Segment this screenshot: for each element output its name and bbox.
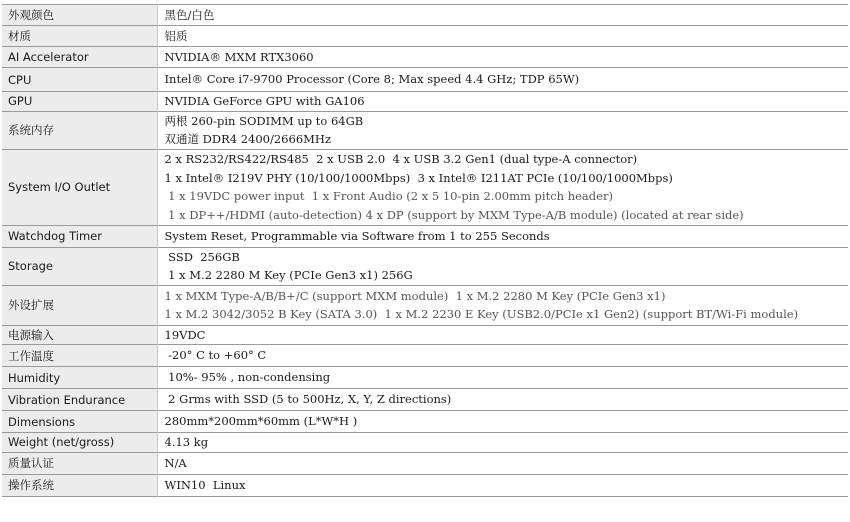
- spec-label: 材质: [2, 26, 157, 47]
- spec-value-line: NVIDIA® MXM RTX3060: [164, 49, 314, 64]
- spec-value: [157, 26, 848, 47]
- spec-value: [157, 367, 848, 389]
- spec-value: [157, 452, 848, 474]
- spec-label: 电源输入: [2, 325, 157, 345]
- spec-value: [157, 111, 848, 149]
- spec-row: [2, 26, 848, 47]
- spec-value-line: 1 x DP++/HDMI (auto-detection) 4 x DP (support by MXM Type-A/B module) (located at rear side): [164, 207, 744, 222]
- spec-row: [2, 411, 848, 433]
- spec-value-line: WIN10 Linux: [164, 477, 246, 492]
- spec-label: Vibration Endurance: [2, 389, 157, 411]
- spec-value-line: 黑色/白色: [164, 7, 215, 22]
- spec-label: 系统内存: [2, 111, 157, 149]
- spec-label: Humidity: [2, 367, 157, 389]
- spec-label: GPU: [2, 92, 157, 112]
- spec-label: Storage: [2, 247, 157, 285]
- spec-value: [157, 411, 848, 433]
- spec-value-line: SSD 256GB: [164, 249, 240, 264]
- spec-value-line: 1 x M.2 3042/3052 B Key (SATA 3.0) 1 x M.2 2230 E Key (USB2.0/PCIe x1 Gen2) (support BT/Wi-Fi module): [164, 307, 799, 321]
- spec-label: 外观颜色: [2, 5, 157, 26]
- spec-row: [2, 68, 848, 92]
- spec-value-line: Intel® Core i7-9700 Processor (Core 8; Max speed 4.4 GHz; TDP 65W): [164, 72, 580, 87]
- spec-value: [157, 285, 848, 325]
- spec-value: [157, 5, 848, 26]
- spec-label: CPU: [2, 68, 157, 92]
- spec-label: Dimensions: [2, 411, 157, 433]
- spec-row: [2, 474, 848, 496]
- spec-value: [157, 92, 848, 112]
- spec-value-line: 10%- 95% , non-condensing: [164, 370, 331, 385]
- spec-row: [2, 452, 848, 474]
- spec-value: [157, 68, 848, 92]
- spec-value-line: 双通道 DDR4 2400/2666MHz: [164, 132, 331, 146]
- spec-row: [2, 389, 848, 411]
- spec-row: [2, 247, 848, 285]
- spec-value-line: 280mm*200mm*60mm (L*W*H ): [164, 414, 358, 429]
- spec-value-line: N/A: [164, 455, 187, 470]
- spec-value: [157, 247, 848, 285]
- spec-value-line: -20° C to +60° C: [164, 348, 267, 363]
- spec-value-line: 2 Grms with SSD (5 to 500Hz, X, Y, Z directions): [164, 392, 452, 407]
- spec-value-line: 1 x Intel® I219V PHY (10/100/1000Mbps) 3 x Intel® I211AT PCIe (10/100/1000Mbps): [164, 170, 673, 185]
- spec-value-line: 两根 260-pin SODIMM up to 64GB: [164, 113, 364, 128]
- spec-value: [157, 345, 848, 367]
- spec-value: [157, 433, 848, 453]
- spec-row: [2, 5, 848, 26]
- spec-label: 工作温度: [2, 345, 157, 367]
- spec-table: [2, 4, 848, 497]
- spec-label: System I/O Outlet: [2, 149, 157, 225]
- spec-value: [157, 325, 848, 345]
- spec-label: 质量认证: [2, 452, 157, 474]
- spec-value: [157, 389, 848, 411]
- spec-row: [2, 345, 848, 367]
- spec-table-body: [2, 5, 848, 497]
- spec-label: AI Accelerator: [2, 47, 157, 68]
- spec-value-line: 铝质: [164, 28, 188, 43]
- spec-value-line: System Reset, Programmable via Software from 1 to 255 Seconds: [164, 228, 550, 243]
- spec-label: Watchdog Timer: [2, 225, 157, 247]
- spec-row: [2, 367, 848, 389]
- spec-value: [157, 474, 848, 496]
- spec-row: [2, 111, 848, 149]
- spec-row: [2, 285, 848, 325]
- spec-value: [157, 225, 848, 247]
- spec-value: [157, 47, 848, 68]
- spec-value-line: 1 x M.2 2280 M Key (PCIe Gen3 x1) 256G: [164, 268, 413, 282]
- spec-value-line: 19VDC: [164, 327, 206, 342]
- spec-label: 外设扩展: [2, 285, 157, 325]
- spec-row: [2, 149, 848, 225]
- spec-row: [2, 433, 848, 453]
- spec-row: [2, 92, 848, 112]
- spec-value: [157, 149, 848, 225]
- spec-value-line: 1 x 19VDC power input 1 x Front Audio (2 x 5 10-pin 2.00mm pitch header): [164, 189, 613, 203]
- spec-row: [2, 225, 848, 247]
- spec-label: 操作系统: [2, 474, 157, 496]
- spec-row: [2, 47, 848, 68]
- spec-row: [2, 325, 848, 345]
- spec-label: Weight (net/gross): [2, 433, 157, 453]
- spec-value-line: 1 x MXM Type-A/B/B+/C (support MXM module) 1 x M.2 2280 M Key (PCIe Gen3 x1): [164, 288, 666, 303]
- spec-value-line: 4.13 kg: [164, 435, 209, 449]
- spec-value-line: 2 x RS232/RS422/RS485 2 x USB 2.0 4 x USB 3.2 Gen1 (dual type-A connector): [164, 152, 638, 166]
- spec-value-line: NVIDIA GeForce GPU with GA106: [164, 94, 365, 108]
